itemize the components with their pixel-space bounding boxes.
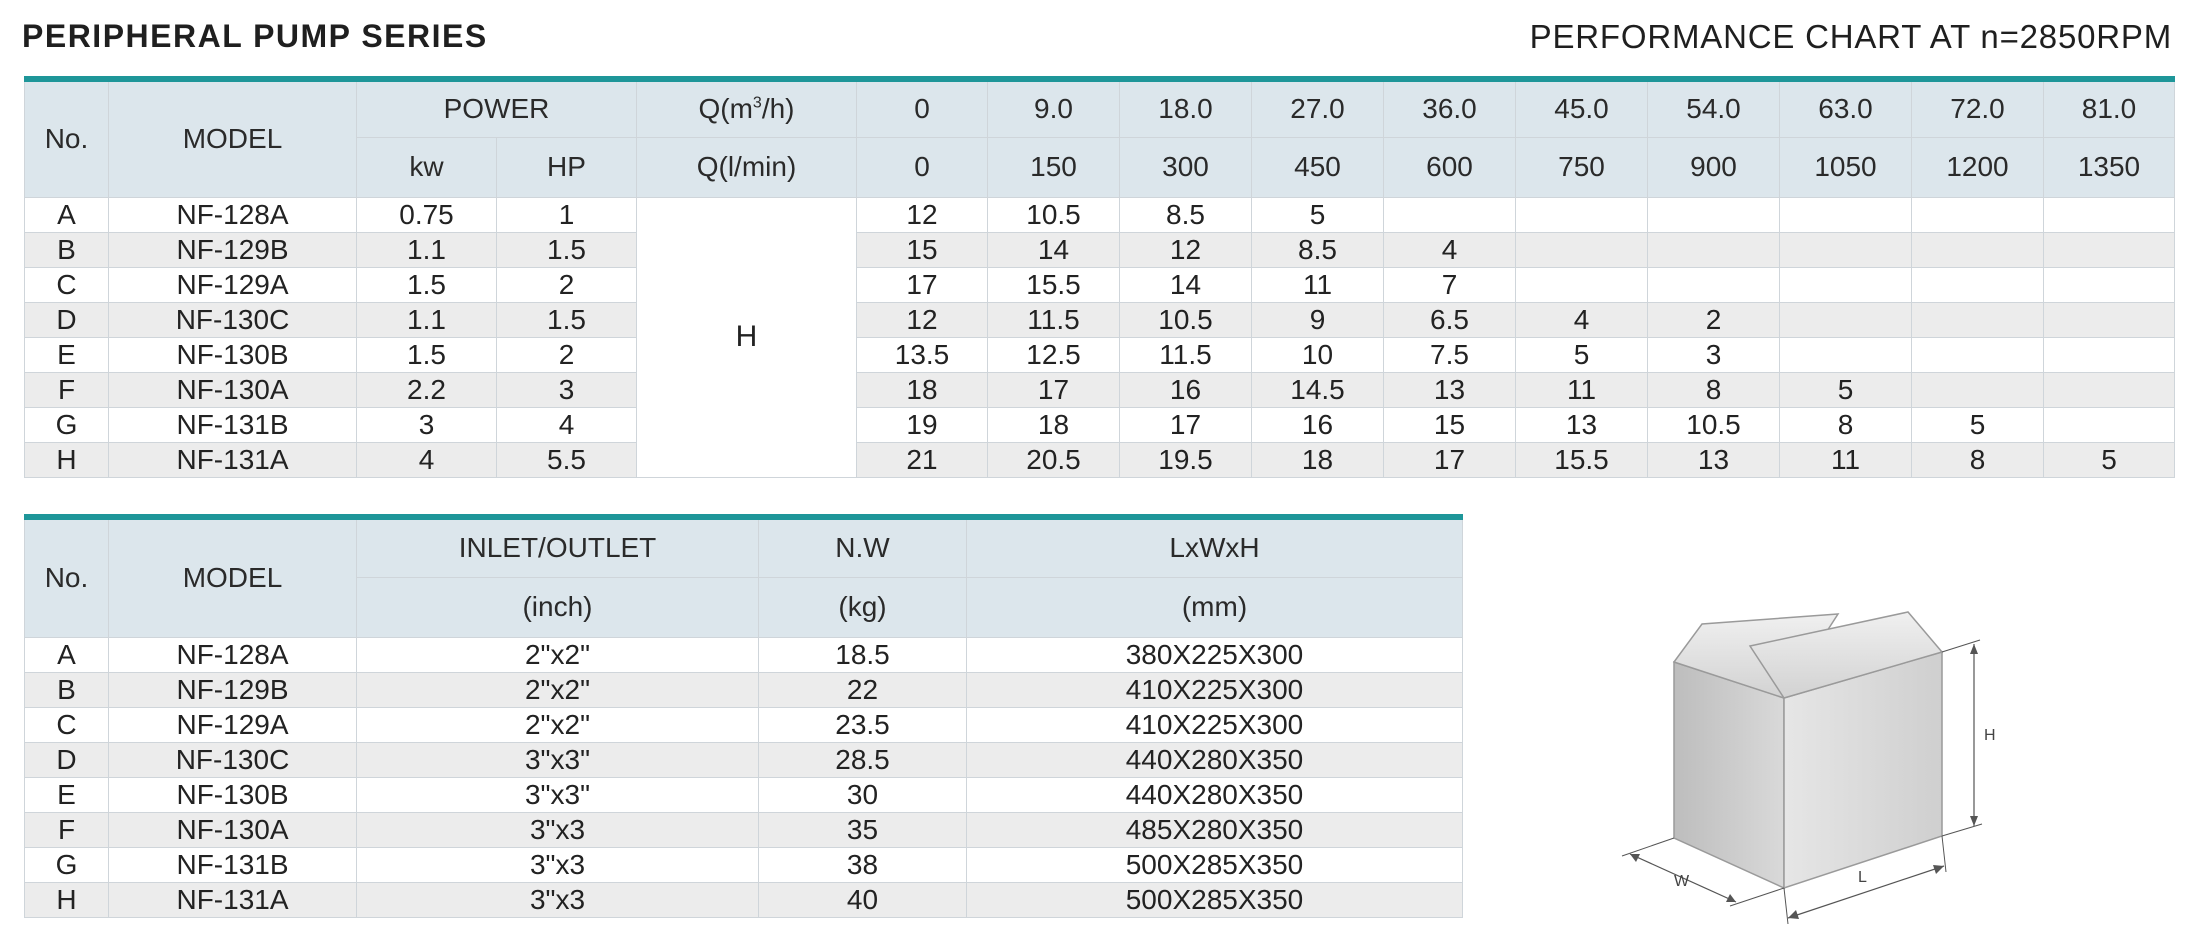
head-value: 2	[1648, 302, 1780, 337]
head-value	[2044, 372, 2175, 407]
head-value: 11.5	[1120, 337, 1252, 372]
head-value: 5	[1252, 197, 1384, 232]
head-value	[1648, 232, 1780, 267]
flow-m3h-value: 27.0	[1252, 79, 1384, 137]
head-value: 13	[1516, 407, 1648, 442]
row-hp: 3	[497, 372, 637, 407]
head-value: 15.5	[988, 267, 1120, 302]
dimensions-table	[24, 514, 1463, 918]
col-header-model: MODEL	[109, 79, 357, 197]
row-hp: 1.5	[497, 302, 637, 337]
row-kw: 3	[357, 407, 497, 442]
dims-row-nw: 28.5	[759, 742, 967, 777]
head-value: 18	[1252, 442, 1384, 477]
row-model: NF-129B	[109, 232, 357, 267]
performance-row	[25, 197, 2175, 232]
dims-row-no: D	[25, 742, 109, 777]
dims-row-nw: 38	[759, 847, 967, 882]
dims-col-header-model: MODEL	[109, 517, 357, 637]
flow-lmin-value: 1050	[1780, 137, 1912, 197]
head-value	[1780, 232, 1912, 267]
head-value: 10	[1252, 337, 1384, 372]
flow-m3h-value: 54.0	[1648, 79, 1780, 137]
carton-box-diagram	[1590, 600, 2030, 930]
row-no: H	[25, 442, 109, 477]
flow-m3h-value: 0	[857, 79, 988, 137]
dims-row-no: B	[25, 672, 109, 707]
col-header-q-m3h: $Q(m^3/h)$	[637, 79, 857, 137]
dimensions-row	[25, 637, 1463, 672]
dims-row-model: NF-130A	[109, 812, 357, 847]
head-value	[1912, 232, 2044, 267]
head-value	[1912, 267, 2044, 302]
flow-lmin-value: 1350	[2044, 137, 2175, 197]
head-value: 12.5	[988, 337, 1120, 372]
dims-row-inlet: 2"x2"	[357, 672, 759, 707]
head-value: 7.5	[1384, 337, 1516, 372]
head-label-h: H	[637, 197, 857, 477]
head-value: 18	[988, 407, 1120, 442]
row-kw: 4	[357, 442, 497, 477]
head-value: 15	[857, 232, 988, 267]
head-value: 8.5	[1120, 197, 1252, 232]
flow-m3h-value: 9.0	[988, 79, 1120, 137]
row-no: E	[25, 337, 109, 372]
dims-row-no: G	[25, 847, 109, 882]
performance-row	[25, 372, 2175, 407]
row-hp: 2	[497, 267, 637, 302]
head-value: 17	[857, 267, 988, 302]
dims-row-no: E	[25, 777, 109, 812]
row-kw: 2.2	[357, 372, 497, 407]
dims-row-lwh: 410X225X300	[967, 672, 1463, 707]
dims-row-nw: 35	[759, 812, 967, 847]
row-kw: 1.1	[357, 302, 497, 337]
head-value	[1516, 232, 1648, 267]
head-value	[2044, 407, 2175, 442]
dimensions-row	[25, 742, 1463, 777]
head-value	[1912, 372, 2044, 407]
dim-l-arrow-left	[1788, 910, 1799, 919]
flow-lmin-value: 600	[1384, 137, 1516, 197]
dim-l-ext-left	[1784, 888, 1788, 924]
head-value: 8	[1780, 407, 1912, 442]
dims-col-header-lwh-unit: (mm)	[967, 577, 1463, 637]
dims-row-nw: 23.5	[759, 707, 967, 742]
flow-m3h-value: 45.0	[1516, 79, 1648, 137]
row-hp: 5.5	[497, 442, 637, 477]
head-value: 12	[1120, 232, 1252, 267]
head-value	[1516, 197, 1648, 232]
performance-row	[25, 302, 2175, 337]
dims-col-header-inlet: INLET/OUTLET	[357, 517, 759, 577]
dimensions-row	[25, 812, 1463, 847]
dims-row-inlet: 3"x3	[357, 847, 759, 882]
dims-row-model: NF-130C	[109, 742, 357, 777]
dims-row-inlet: 3"x3"	[357, 777, 759, 812]
head-value	[1780, 302, 1912, 337]
box-side-face	[1674, 662, 1784, 888]
dims-row-lwh: 500X285X350	[967, 882, 1463, 917]
head-value	[2044, 337, 2175, 372]
head-value: 14	[1120, 267, 1252, 302]
head-value: 8	[1912, 442, 2044, 477]
head-value	[1648, 197, 1780, 232]
head-value: 17	[1384, 442, 1516, 477]
head-value	[1648, 267, 1780, 302]
page-title: PERIPHERAL PUMP SERIES	[22, 18, 488, 54]
row-no: C	[25, 267, 109, 302]
row-kw: 0.75	[357, 197, 497, 232]
head-value	[1780, 197, 1912, 232]
dim-h-ext-bottom	[1942, 824, 1982, 836]
head-value: 11	[1780, 442, 1912, 477]
dim-h-arrow-top	[1970, 644, 1978, 654]
dim-h-arrow-bottom	[1970, 816, 1978, 826]
flow-lmin-value: 300	[1120, 137, 1252, 197]
row-model: NF-129A	[109, 267, 357, 302]
row-kw: 1.1	[357, 232, 497, 267]
dimensions-row	[25, 672, 1463, 707]
head-value: 8.5	[1252, 232, 1384, 267]
flow-m3h-value: 18.0	[1120, 79, 1252, 137]
flow-m3h-value: 81.0	[2044, 79, 2175, 137]
dims-row-model: NF-131B	[109, 847, 357, 882]
performance-row	[25, 232, 2175, 267]
head-value: 7	[1384, 267, 1516, 302]
flow-m3h-value: 36.0	[1384, 79, 1516, 137]
col-header-power: POWER	[357, 79, 637, 137]
dims-row-lwh: 380X225X300	[967, 637, 1463, 672]
head-value: 13.5	[857, 337, 988, 372]
head-value: 17	[1120, 407, 1252, 442]
dims-row-model: NF-131A	[109, 882, 357, 917]
performance-chart-title: PERFORMANCE CHART AT n=2850RPM	[1529, 18, 2172, 55]
col-header-q-lmin: Q(l/min)	[637, 137, 857, 197]
head-value	[2044, 232, 2175, 267]
dims-row-model: NF-129B	[109, 672, 357, 707]
row-no: D	[25, 302, 109, 337]
dims-col-header-no: No.	[25, 517, 109, 637]
row-no: B	[25, 232, 109, 267]
dims-row-lwh: 440X280X350	[967, 777, 1463, 812]
flow-lmin-value: 1200	[1912, 137, 2044, 197]
dims-row-lwh: 500X285X350	[967, 847, 1463, 882]
row-hp: 1.5	[497, 232, 637, 267]
row-hp: 1	[497, 197, 637, 232]
head-value: 5	[2044, 442, 2175, 477]
dims-row-no: H	[25, 882, 109, 917]
head-value: 10.5	[988, 197, 1120, 232]
head-value: 13	[1384, 372, 1516, 407]
dims-row-no: C	[25, 707, 109, 742]
row-no: F	[25, 372, 109, 407]
carton-box-illustration	[1590, 600, 2030, 930]
performance-row	[25, 337, 2175, 372]
row-model: NF-130C	[109, 302, 357, 337]
flow-lmin-value: 0	[857, 137, 988, 197]
flow-lmin-value: 750	[1516, 137, 1648, 197]
row-hp: 4	[497, 407, 637, 442]
col-header-hp: HP	[497, 137, 637, 197]
dim-h-label: H	[1984, 727, 1996, 744]
dims-row-no: A	[25, 637, 109, 672]
head-value: 20.5	[988, 442, 1120, 477]
head-value: 10.5	[1648, 407, 1780, 442]
head-value: 16	[1120, 372, 1252, 407]
head-value: 13	[1648, 442, 1780, 477]
head-value: 11	[1252, 267, 1384, 302]
head-value	[2044, 197, 2175, 232]
flow-lmin-value: 900	[1648, 137, 1780, 197]
performance-row	[25, 267, 2175, 302]
head-value: 18	[857, 372, 988, 407]
dims-row-model: NF-128A	[109, 637, 357, 672]
dims-row-inlet: 3"x3"	[357, 742, 759, 777]
dims-row-nw: 40	[759, 882, 967, 917]
dims-col-header-nw-unit: (kg)	[759, 577, 967, 637]
flow-lmin-value: 450	[1252, 137, 1384, 197]
head-value: 5	[1912, 407, 2044, 442]
head-value: 6.5	[1384, 302, 1516, 337]
head-value: 15.5	[1516, 442, 1648, 477]
header-row-flow-m3h	[25, 79, 2175, 137]
dim-w-label: W	[1674, 873, 1690, 890]
row-no: A	[25, 197, 109, 232]
dim-w-ext-left	[1622, 838, 1674, 856]
head-value	[1912, 197, 2044, 232]
dims-row-model: NF-129A	[109, 707, 357, 742]
head-value: 17	[988, 372, 1120, 407]
head-value	[1780, 337, 1912, 372]
dims-row-nw: 30	[759, 777, 967, 812]
row-model: NF-131A	[109, 442, 357, 477]
head-value: 19	[857, 407, 988, 442]
head-value: 5	[1780, 372, 1912, 407]
dims-row-lwh: 410X225X300	[967, 707, 1463, 742]
dims-col-header-inlet-unit: (inch)	[357, 577, 759, 637]
performance-row	[25, 442, 2175, 477]
head-value: 12	[857, 197, 988, 232]
head-value	[1780, 267, 1912, 302]
dimensions-row	[25, 882, 1463, 917]
head-value	[1912, 302, 2044, 337]
dim-w-ext-right	[1730, 888, 1784, 906]
head-value: 11.5	[988, 302, 1120, 337]
col-header-kw: kw	[357, 137, 497, 197]
dims-row-model: NF-130B	[109, 777, 357, 812]
flow-m3h-value: 72.0	[1912, 79, 2044, 137]
head-value: 4	[1384, 232, 1516, 267]
head-value	[1912, 337, 2044, 372]
row-model: NF-130B	[109, 337, 357, 372]
head-value: 21	[857, 442, 988, 477]
row-no: G	[25, 407, 109, 442]
dim-l-label: L	[1858, 869, 1867, 886]
row-kw: 1.5	[357, 267, 497, 302]
dimensions-row	[25, 847, 1463, 882]
head-value: 4	[1516, 302, 1648, 337]
flow-lmin-value: 150	[988, 137, 1120, 197]
head-value	[2044, 302, 2175, 337]
dims-row-lwh: 485X280X350	[967, 812, 1463, 847]
dims-row-no: F	[25, 812, 109, 847]
dims-header-row-1	[25, 517, 1463, 577]
head-value: 12	[857, 302, 988, 337]
flow-m3h-value: 63.0	[1780, 79, 1912, 137]
row-model: NF-131B	[109, 407, 357, 442]
head-value	[2044, 267, 2175, 302]
head-value: 16	[1252, 407, 1384, 442]
row-model: NF-128A	[109, 197, 357, 232]
head-value: 14.5	[1252, 372, 1384, 407]
head-value: 14	[988, 232, 1120, 267]
dims-col-header-lwh: LxWxH	[967, 517, 1463, 577]
row-hp: 2	[497, 337, 637, 372]
dims-row-inlet: 3"x3	[357, 812, 759, 847]
dims-col-header-nw: N.W	[759, 517, 967, 577]
row-model: NF-130A	[109, 372, 357, 407]
dim-l-arrow-right	[1933, 865, 1944, 874]
head-value: 15	[1384, 407, 1516, 442]
dimensions-row	[25, 707, 1463, 742]
head-value: 5	[1516, 337, 1648, 372]
dims-row-inlet: 3"x3	[357, 882, 759, 917]
dims-row-lwh: 440X280X350	[967, 742, 1463, 777]
dims-row-nw: 22	[759, 672, 967, 707]
dims-row-nw: 18.5	[759, 637, 967, 672]
head-value	[1516, 267, 1648, 302]
head-value: 11	[1516, 372, 1648, 407]
col-header-no: No.	[25, 79, 109, 197]
head-value: 3	[1648, 337, 1780, 372]
head-value: 19.5	[1120, 442, 1252, 477]
dimensions-row	[25, 777, 1463, 812]
dims-row-inlet: 2"x2"	[357, 707, 759, 742]
performance-table	[24, 76, 2175, 478]
dims-row-inlet: 2"x2"	[357, 637, 759, 672]
row-kw: 1.5	[357, 337, 497, 372]
head-value: 9	[1252, 302, 1384, 337]
performance-row	[25, 407, 2175, 442]
head-value: 8	[1648, 372, 1780, 407]
head-value: 10.5	[1120, 302, 1252, 337]
head-value	[1384, 197, 1516, 232]
